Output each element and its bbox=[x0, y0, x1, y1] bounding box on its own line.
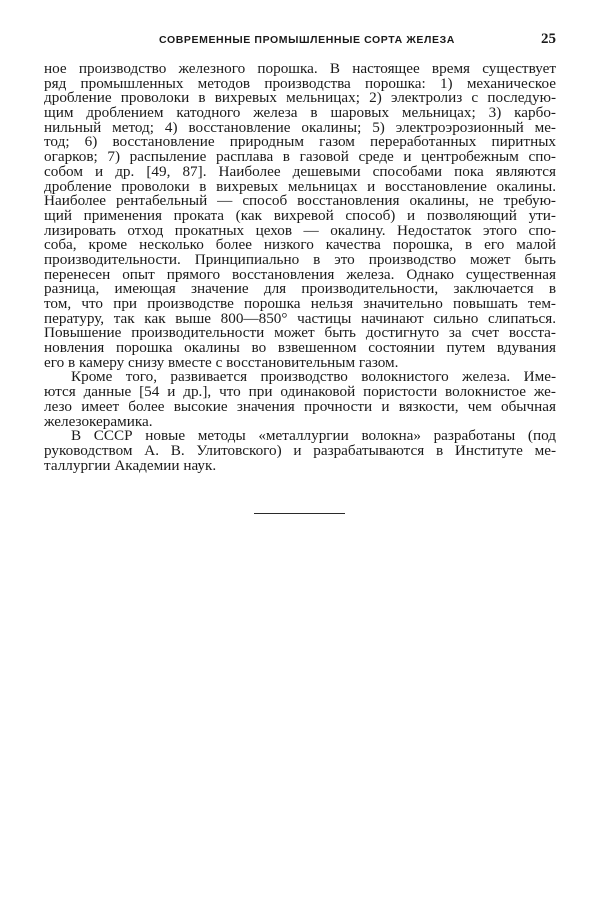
text-line: Наиболее рентабельный — способ восстановления окалины, не требую- bbox=[44, 192, 556, 210]
text-line: щий применения проката (как вихревой способ) и позволяющий ути- bbox=[44, 206, 556, 224]
text-line: собом и др. [49, 87]. Наиболее дешевыми способами пока являются bbox=[44, 162, 556, 180]
text-line: лизировать отход прокатных цехов — окалину. Недостаток этого спо- bbox=[44, 221, 556, 239]
text-line: Кроме того, развивается производство волокнистого железа. Име- bbox=[71, 368, 556, 386]
text-line: щим дроблением катодного железа в шаровых мельницах; 3) карбо- bbox=[44, 104, 556, 122]
text-line: тод; 6) восстановление природным газом переработанных пиритных bbox=[44, 133, 556, 151]
text-line: Повышение производительности может быть достигнуто за счет восста- bbox=[44, 324, 556, 342]
text-line: дробление проволоки в вихревых мельницах; 2) электролиз с последую- bbox=[44, 89, 556, 107]
text-line: огарков; 7) распыление расплава в газовой среде и центробежным спо- bbox=[44, 148, 556, 166]
text-line: том, что при производстве порошка нельзя значительно повышать тем- bbox=[44, 295, 556, 312]
text-line: новления порошка окалины во взвешенном состоянии путем вдувания bbox=[44, 339, 556, 357]
text-line: его в камеру снизу вместе с восстановительным газом. bbox=[44, 353, 399, 371]
text-line: таллургии Академии наук. bbox=[44, 456, 217, 474]
text-line: дробление проволоки в вихревых мельницах и восстановление окалины. bbox=[44, 177, 556, 195]
text-line: руководством А. В. Улитовского) и разрабатываются в Институте ме- bbox=[44, 441, 556, 459]
body-text bbox=[44, 62, 556, 473]
paragraph-3 bbox=[44, 429, 556, 473]
text-line: лезо имеет более высокие значения прочности и вязкости, чем обычная bbox=[44, 397, 556, 415]
text-line: соба, кроме несколько более низкого качества порошка, в его малой bbox=[44, 236, 556, 254]
running-title: СОВРЕМЕННЫЕ ПРОМЫШЛЕННЫЕ СОРТА ЖЕЛЕЗА bbox=[159, 34, 455, 46]
page-number: 25 bbox=[541, 31, 556, 47]
text-line: железокерамика. bbox=[44, 412, 153, 430]
text-line: нильный метод; 4) восстановление окалины; 5) электроэрозионный ме- bbox=[44, 118, 556, 136]
text-line: перенесен опыт прямого восстановления железа. Однако существенная bbox=[44, 265, 556, 283]
text-line: производительности. Принципиально в это производство может быть bbox=[44, 250, 556, 268]
paragraph-2 bbox=[44, 370, 556, 429]
text-line: разница, имеющая значение для производительности, заключается в bbox=[44, 280, 556, 298]
text-line: ное производство железного порошка. В настоящее время существует bbox=[44, 60, 556, 77]
paragraph-1 bbox=[44, 62, 556, 370]
running-head bbox=[44, 31, 556, 49]
text-line: ряд промышленных методов производства порошка: 1) механическое bbox=[44, 74, 556, 92]
text-line: пературу, так как выше 800—850° частицы начинают сильно слипаться. bbox=[44, 309, 556, 327]
text-line: ются данные [54 и др.], что при одинаковой пористости волокнистое же- bbox=[44, 383, 556, 401]
section-separator-rule bbox=[254, 513, 345, 514]
text-line: В СССР новые методы «металлургии волокна» разработаны (под bbox=[71, 427, 556, 445]
